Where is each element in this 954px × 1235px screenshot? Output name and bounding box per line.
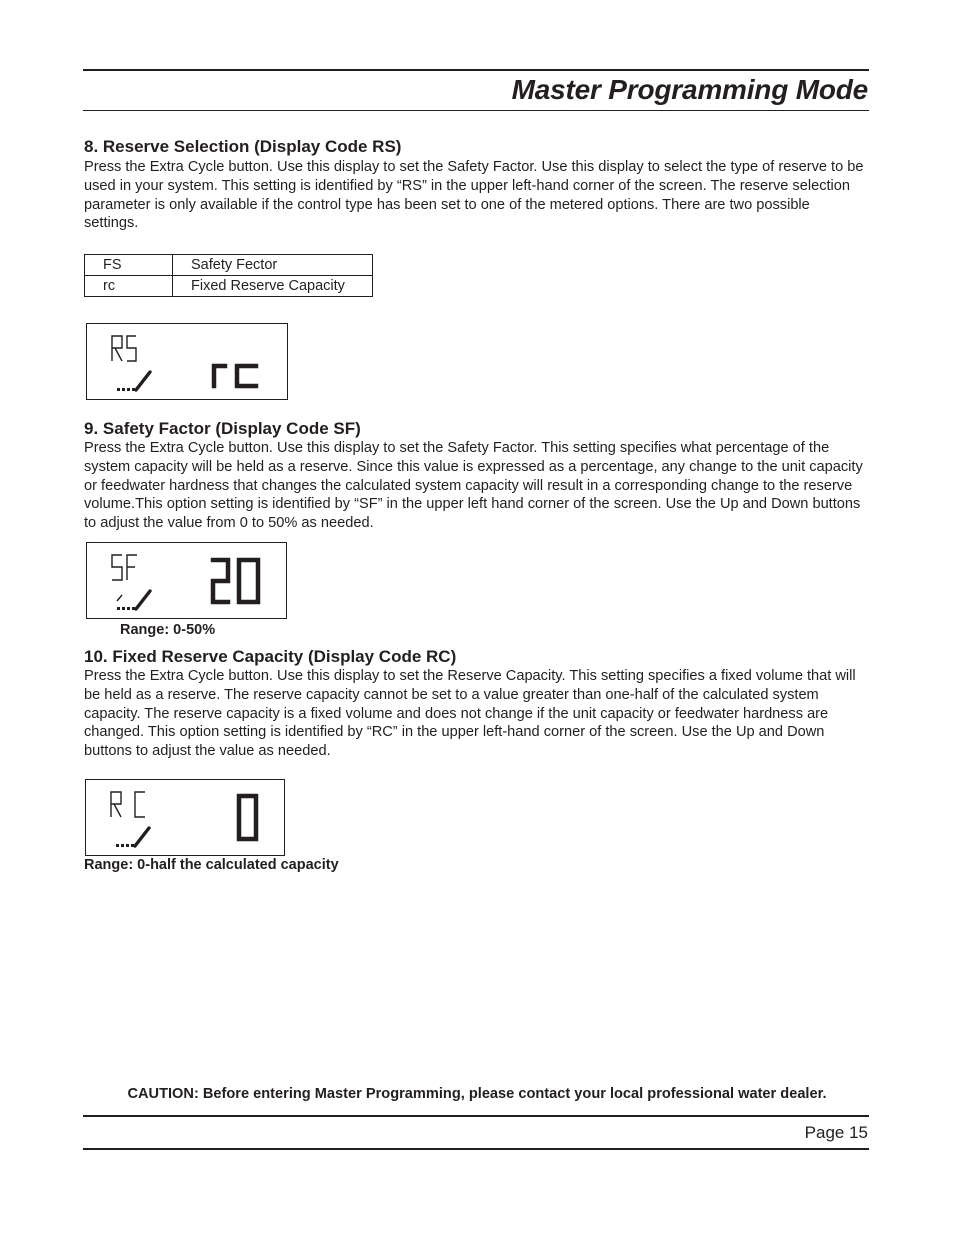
reserve-settings-table xyxy=(84,254,373,297)
table-cell-description: Fixed Reserve Capacity xyxy=(173,276,373,297)
lcd-display-rc xyxy=(85,779,285,856)
header-bottom-rule xyxy=(83,110,869,111)
wrench-icon xyxy=(117,591,150,610)
page-number: Page 15 xyxy=(804,1123,868,1142)
footer-bottom-rule xyxy=(83,1148,869,1150)
section-body-reserve-selection: Press the Extra Cycle button. Use this display to set the Safety Factor. Use this display to select the type of reserve to be used in your system. This setting is identified by “RS” in the upper left-hand corner of the screen. The reserve selection parameter is only available if the control type has been set to one of the metered options. There are two possible settings. xyxy=(84,159,864,232)
table-row xyxy=(85,255,373,276)
header-top-rule xyxy=(83,69,869,71)
footer-top-rule xyxy=(83,1115,869,1117)
table-cell-description: Safety Fector xyxy=(173,255,373,276)
table-cell-code: FS xyxy=(85,255,173,276)
section-heading-safety-factor: 9. Safety Factor (Display Code SF) xyxy=(84,419,361,438)
lcd-display-rs xyxy=(86,323,288,400)
caution-notice: CAUTION: Before entering Master Programming, please contact your local professional water dealer. xyxy=(127,1086,827,1102)
section-heading-fixed-reserve-capacity: 10. Fixed Reserve Capacity (Display Code RC) xyxy=(84,647,457,666)
wrench-icon xyxy=(116,828,149,847)
range-caption-safety-factor: Range: 0-50% xyxy=(120,622,216,638)
lcd-display-sf xyxy=(86,542,287,619)
table-row xyxy=(85,276,373,297)
lcd-segments xyxy=(87,543,288,620)
lcd-segments xyxy=(87,324,289,401)
range-caption-fixed-reserve-capacity: Range: 0-half the calculated capacity xyxy=(84,857,339,873)
section-heading-reserve-selection: 8. Reserve Selection (Display Code RS) xyxy=(84,137,402,156)
section-body-safety-factor: Press the Extra Cycle button. Use this display to set the Safety Factor. This setting specifies what percentage of the system capacity will be held as a reserve. Since this value is expressed as a percentage, any change to the unit capacity or feedwater hardness that changes the calculated system capacity will result in a corresponding change to the reserve volume.This option setting is identified by “SF” in the upper left hand corner of the screen. Use the Up and Down buttons to adjust the value from 0 to 50% as needed. xyxy=(84,440,863,532)
lcd-segments xyxy=(86,780,286,857)
page-title: Master Programming Mode xyxy=(511,74,868,105)
wrench-icon xyxy=(117,372,150,391)
table-cell-code: rc xyxy=(85,276,173,297)
section-body-fixed-reserve-capacity: Press the Extra Cycle button. Use this display to set the Reserve Capacity. This setting specifies a fixed volume that will be held as a reserve. The reserve capacity cannot be set to a value greater than one-half of the calculated system capacity. The reserve capacity is a fixed volume and does not change if the unit capacity or feedwater hardness are changed. This option setting is identified by “RC” in the upper left-hand corner of the screen. Use the Up and Down buttons to adjust the value as needed. xyxy=(84,668,856,760)
